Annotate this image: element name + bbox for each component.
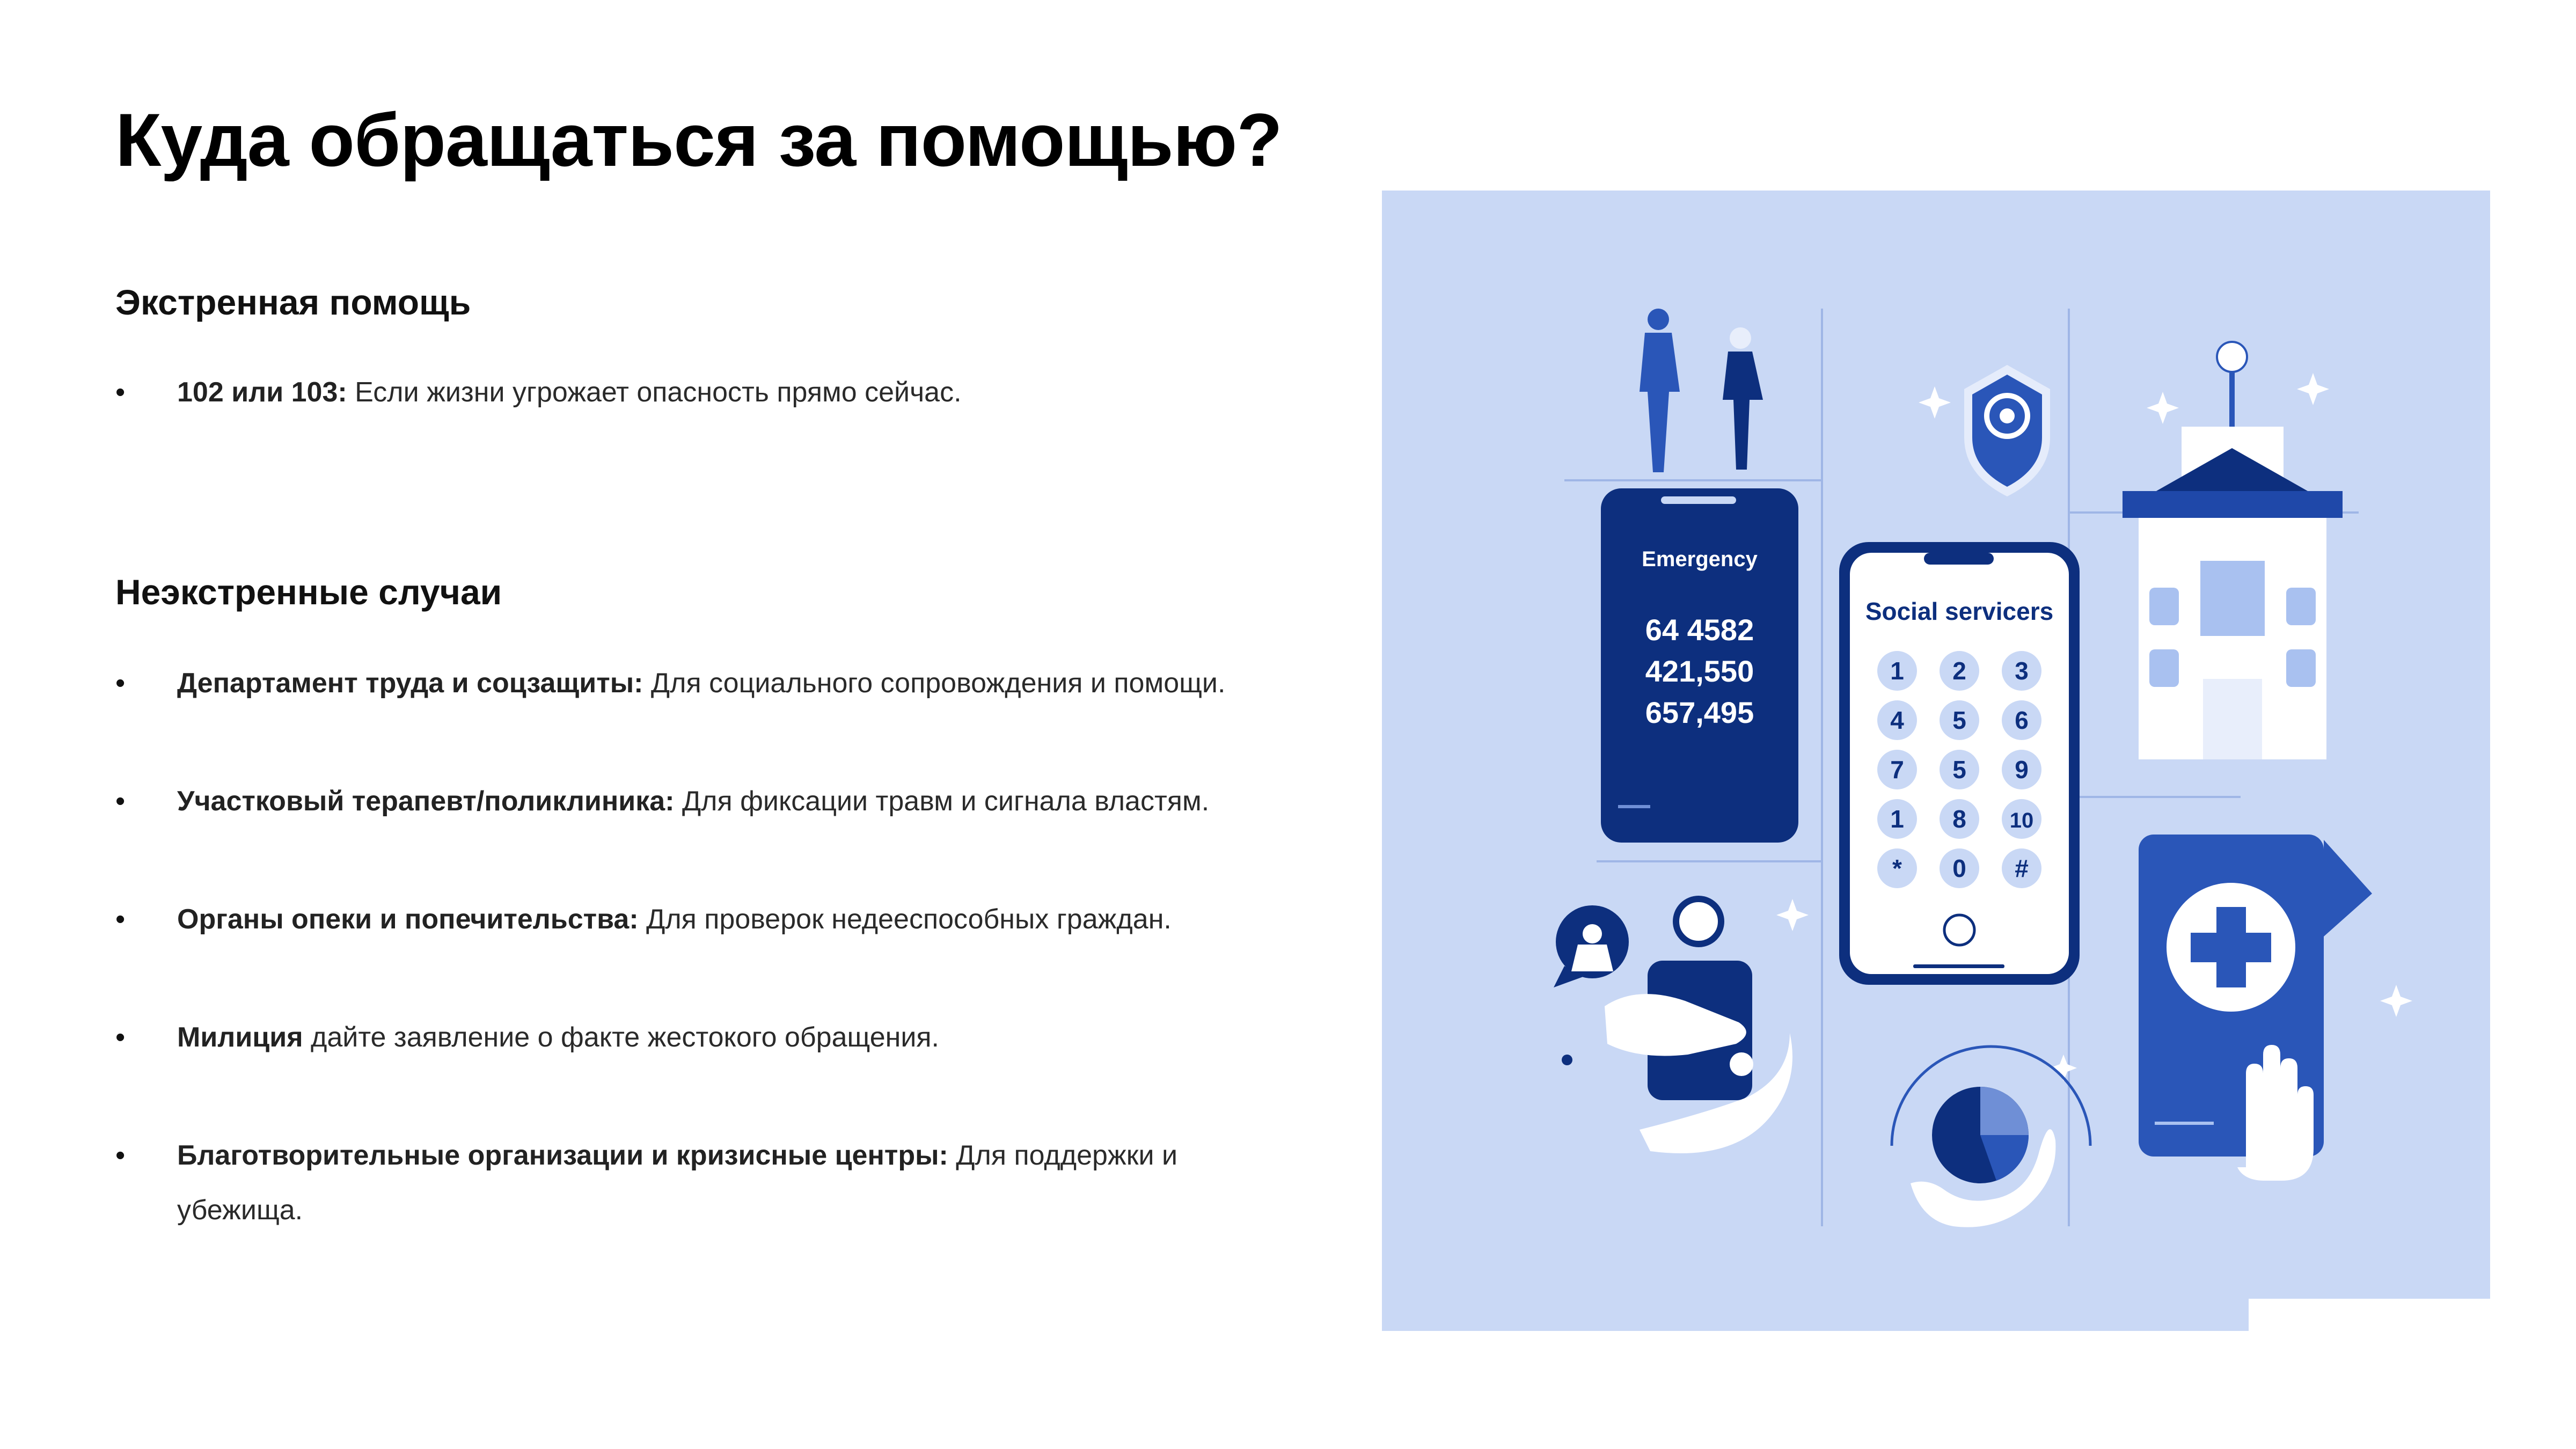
keypad-key-label: 1 [1890,805,1904,833]
social-services-phone [1839,542,2080,985]
emergency-number: 64 4582 [1645,613,1754,647]
emergency-phone-label: Emergency [1642,547,1758,571]
list-item [115,1010,1285,1065]
list-item [115,1128,1285,1238]
keypad-key-label: 6 [2015,706,2029,734]
keypad-key-label: 5 [1952,706,1966,734]
section-heading-non-emergency: Неэкстренные случаи [115,572,502,612]
list-item [115,656,1285,711]
bullet-icon: • [115,377,126,408]
keypad-key-label: 10 [2009,809,2034,832]
keypad-key-label: 7 [1890,756,1904,784]
list-item-text: Для социального сопровождения и помощи. [643,668,1226,699]
bullet-icon: • [115,1022,126,1053]
page-title: Куда обращаться за помощью? [115,98,1282,182]
help-services-illustration [1382,191,2522,1331]
bullet-icon: • [115,668,126,699]
list-item-bold: Участковый терапевт/поликлиника: [177,786,675,817]
social-phone-label: Social servicers [1865,597,2054,625]
keypad [1877,651,2041,888]
list-item-bold: Милиция [177,1022,303,1053]
keypad-key-label: 4 [1890,706,1904,734]
keypad-key-label: 3 [2015,657,2029,685]
emergency-number: 421,550 [1645,654,1754,688]
emergency-number: 657,495 [1645,696,1754,729]
emergency-phone [1601,488,1798,843]
list-item-bold: Органы опеки и попечительства: [177,904,639,935]
list-item-text: Для проверок недееспособных граждан. [638,904,1172,935]
list-item-text: дайте заявление о факте жестокого обращения. [303,1022,939,1053]
section-heading-emergency: Экстренная помощь [115,282,471,322]
keypad-key-label: 1 [1890,657,1904,685]
keypad-key-label: 8 [1952,805,1966,833]
keypad-key-label: 9 [2015,756,2029,784]
bullet-icon: • [115,904,126,935]
list-item-bold: 102 или 103: [177,377,347,408]
list-item [115,892,1285,947]
list-item-text: Для фиксации травм и сигнала властям. [674,786,1210,817]
keypad-key-label: * [1892,854,1902,882]
keypad-key-label: 2 [1952,657,1966,685]
list-item [115,365,1285,420]
list-item [115,774,1285,829]
list-item-bold: Департамент труда и соцзащиты: [177,668,643,699]
keypad-key-label: 5 [1952,756,1966,784]
list-item-text: Если жизни угрожает опасность прямо сейчас. [347,377,962,408]
keypad-key-label: # [2015,854,2029,882]
list-item-text: Для поддержки и убежища. [177,1140,1177,1226]
bullet-icon: • [115,1140,126,1171]
list-item-bold: Благотворительные организации и кризисные центры: [177,1140,948,1171]
bullet-icon: • [115,786,126,817]
keypad-key-label: 0 [1952,854,1966,882]
